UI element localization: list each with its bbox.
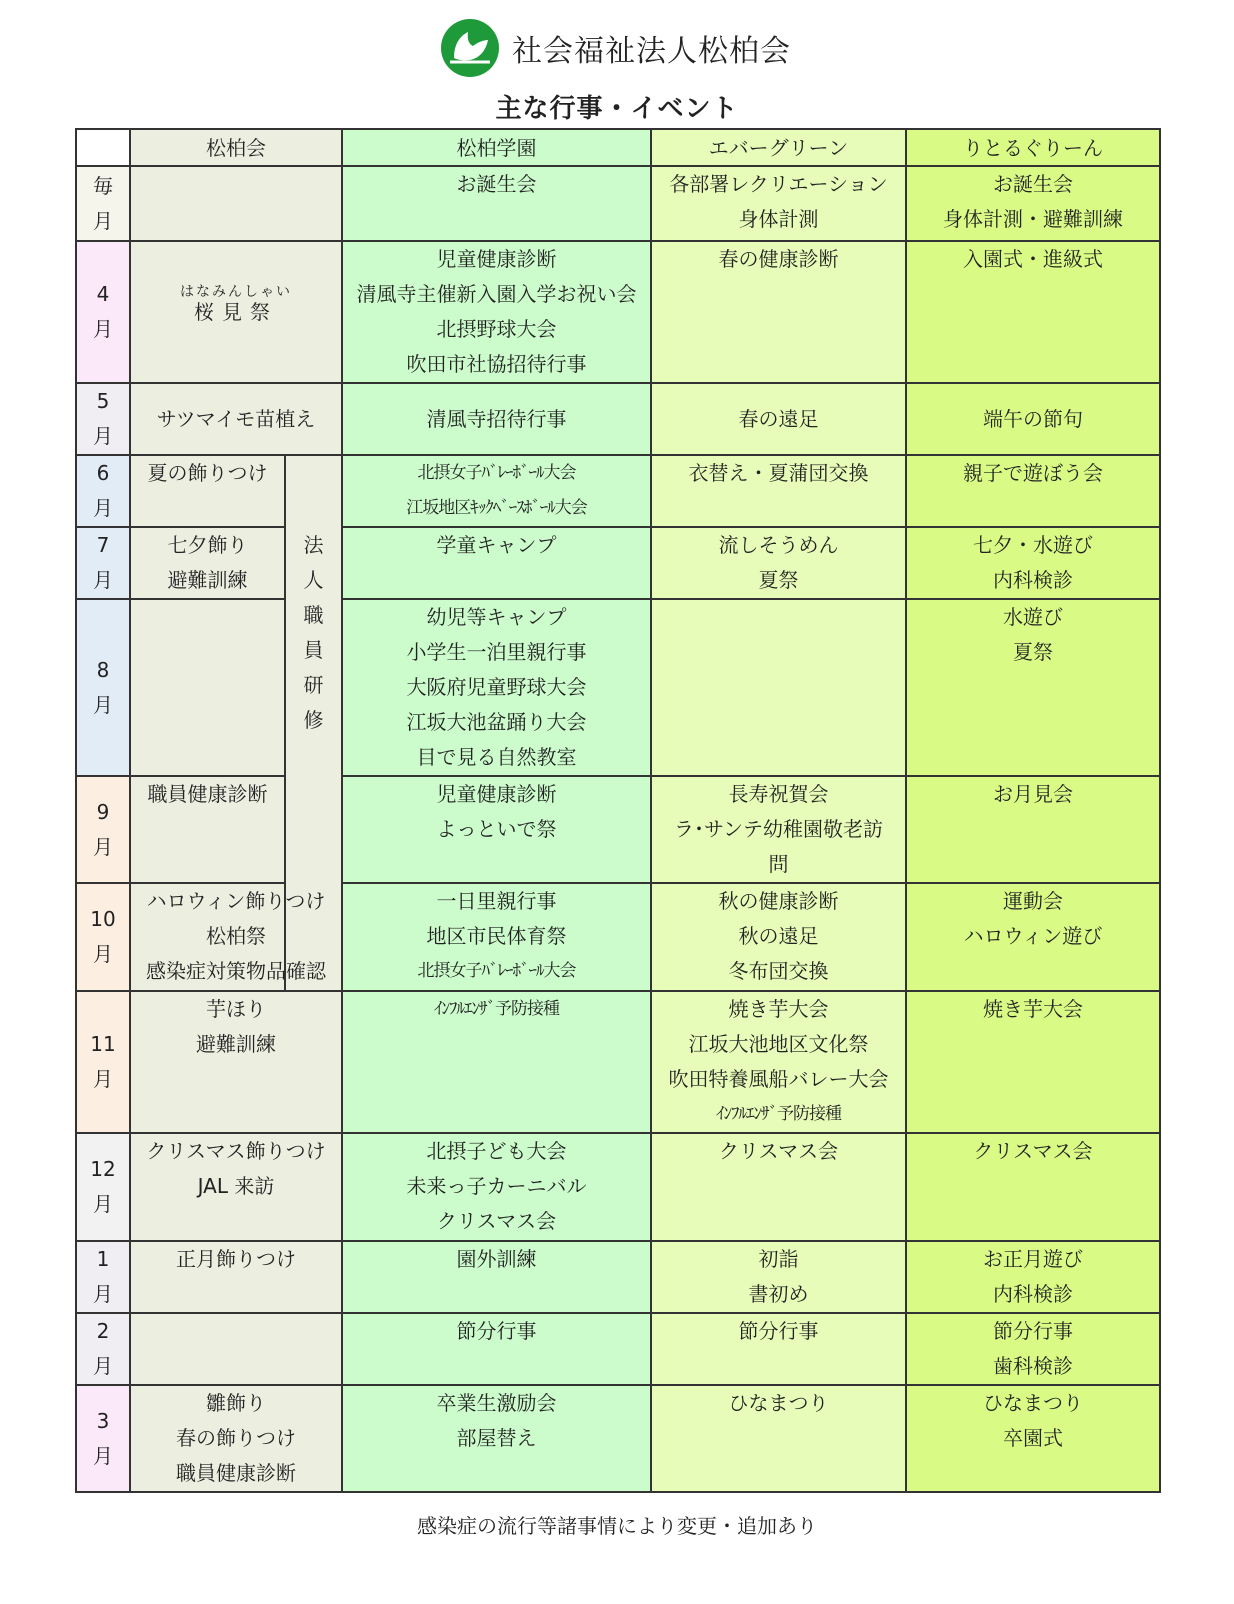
evergreen-cell: 衣替え・夏蒲団交換 [651, 455, 906, 527]
table-row [76, 991, 1160, 1133]
shohakukai-cell: サツマイモ苗植え [130, 383, 342, 455]
month-cell: 6 月 [76, 455, 130, 527]
month-cell: 3 月 [76, 1385, 130, 1492]
month-cell: 10 月 [76, 883, 130, 991]
shohakukai-cell: 芋ほり 避難訓練 [130, 991, 342, 1133]
little-cell: クリスマス会 [906, 1133, 1160, 1241]
month-cell: 11 月 [76, 991, 130, 1133]
gakuen-cell: 園外訓練 [342, 1241, 651, 1313]
shohakukai-cell [130, 1313, 342, 1385]
month-cell: 1 月 [76, 1241, 130, 1313]
evergreen-cell: 焼き芋大会 江坂大池地区文化祭 吹田特養風船バレー大会 ｲﾝﾌﾙｴﾝｻﾞ予防接種 [651, 991, 906, 1133]
month-cell: 7 月 [76, 527, 130, 599]
shohakukai-cell: 職員健康診断 [130, 776, 285, 883]
shohakukai-cell: 雛飾り 春の飾りつけ 職員健康診断 [130, 1385, 342, 1492]
evergreen-cell: 春の健康診断 [651, 241, 906, 383]
table-row [76, 241, 1160, 383]
little-cell: 水遊び 夏祭 [906, 599, 1160, 776]
little-cell: 焼き芋大会 [906, 991, 1160, 1133]
evergreen-cell: 長寿祝賀会 ラ･サンテ幼稚園敬老訪 問 [651, 776, 906, 883]
little-cell: 端午の節句 [906, 383, 1160, 455]
table-row [76, 1385, 1160, 1492]
ruby-reading: はなみんしゃい [180, 284, 292, 300]
page-title: 主な行事・イベント [495, 94, 739, 124]
table-row [76, 599, 1160, 776]
leaf-logo-icon [440, 18, 500, 78]
table-row [76, 1313, 1160, 1385]
table-row [76, 1133, 1160, 1241]
evergreen-cell [651, 599, 906, 776]
table-row [76, 383, 1160, 455]
org-name: 社会福祉法人松柏会 [512, 34, 791, 69]
little-cell: 運動会 ハロウィン遊び [906, 883, 1160, 991]
header-cell-evergreen: エバーグリーン [651, 129, 906, 166]
shohakukai-cell: 夏の飾りつけ [130, 455, 285, 527]
table-row [76, 166, 1160, 241]
little-cell: 親子で遊ぼう会 [906, 455, 1160, 527]
month-cell: 4 月 [76, 241, 130, 383]
gakuen-cell: 北摂女子ﾊﾞﾚｰﾎﾞｰﾙ大会 江坂地区ｷｯｸﾍﾞｰｽﾎﾞｰﾙ大会 [342, 455, 651, 527]
table-row [76, 883, 1160, 991]
evergreen-cell: 各部署レクリエーション 身体計測 [651, 166, 906, 241]
little-cell: お月見会 [906, 776, 1160, 883]
gakuen-cell: 学童キャンプ [342, 527, 651, 599]
shohakukai-cell [130, 166, 342, 241]
gakuen-cell: 北摂子ども大会 未来っ子カーニバル クリスマス会 [342, 1133, 651, 1241]
header-cell-gakuen: 松柏学園 [342, 129, 651, 166]
gakuen-cell: お誕生会 [342, 166, 651, 241]
table-row [76, 1241, 1160, 1313]
header-cell-month [76, 129, 130, 166]
footer-note: 感染症の流行等諸事情により変更・追加あり [417, 1514, 817, 1538]
shohakukai-cell [130, 599, 285, 776]
little-cell: ひなまつり 卒園式 [906, 1385, 1160, 1492]
table-header-row [76, 129, 1160, 166]
ruby-base: 桜見祭 [194, 300, 278, 324]
header [0, 14, 1234, 84]
month-cell: 9 月 [76, 776, 130, 883]
little-cell: 七夕・水遊び 内科検診 [906, 527, 1160, 599]
gakuen-cell: 清風寺招待行事 [342, 383, 651, 455]
gakuen-cell: 幼児等キャンプ 小学生一泊里親行事 大阪府児童野球大会 江坂大池盆踊り大会 目で見る自然教室 [342, 599, 651, 776]
evergreen-cell: ひなまつり [651, 1385, 906, 1492]
header-cell-little: りとるぐりーん [906, 129, 1160, 166]
shohakukai-cell: クリスマス飾りつけ JAL 来訪 [130, 1133, 342, 1241]
table-row [76, 527, 1160, 599]
shohakukai-cell [130, 241, 342, 383]
little-cell: 入園式・進級式 [906, 241, 1160, 383]
header-cell-shohakukai: 松柏会 [130, 129, 342, 166]
table-row [76, 776, 1160, 883]
evergreen-cell: 初詣 書初め [651, 1241, 906, 1313]
staff-training-cell: 法 人 職 員 研 修 [285, 455, 342, 991]
month-cell: 12 月 [76, 1133, 130, 1241]
month-cell: 毎 月 [76, 166, 130, 241]
little-cell: お誕生会 身体計測・避難訓練 [906, 166, 1160, 241]
table-row [76, 455, 1160, 527]
evergreen-cell: 流しそうめん 夏祭 [651, 527, 906, 599]
shohakukai-cell: 正月飾りつけ [130, 1241, 342, 1313]
evergreen-cell: 節分行事 [651, 1313, 906, 1385]
little-cell: 節分行事 歯科検診 [906, 1313, 1160, 1385]
gakuen-cell: 卒業生激励会 部屋替え [342, 1385, 651, 1492]
gakuen-cell: 児童健康診断 よっといで祭 [342, 776, 651, 883]
shohakukai-cell: ハロウィン飾りつけ 松柏祭 感染症対策物品確認 [130, 883, 342, 991]
month-cell: 5 月 [76, 383, 130, 455]
events-table [75, 128, 1161, 1493]
gakuen-cell: 一日里親行事 地区市民体育祭 北摂女子ﾊﾞﾚｰﾎﾞｰﾙ大会 [342, 883, 651, 991]
month-cell: 2 月 [76, 1313, 130, 1385]
gakuen-cell: ｲﾝﾌﾙｴﾝｻﾞ予防接種 [342, 991, 651, 1133]
gakuen-cell: 節分行事 [342, 1313, 651, 1385]
evergreen-cell: 春の遠足 [651, 383, 906, 455]
evergreen-cell: 秋の健康診断 秋の遠足 冬布団交換 [651, 883, 906, 991]
little-cell: お正月遊び 内科検診 [906, 1241, 1160, 1313]
month-cell: 8 月 [76, 599, 130, 776]
evergreen-cell: クリスマス会 [651, 1133, 906, 1241]
shohakukai-cell: 七夕飾り 避難訓練 [130, 527, 285, 599]
gakuen-cell: 児童健康診断 清風寺主催新入園入学お祝い会 北摂野球大会 吹田市社協招待行事 [342, 241, 651, 383]
